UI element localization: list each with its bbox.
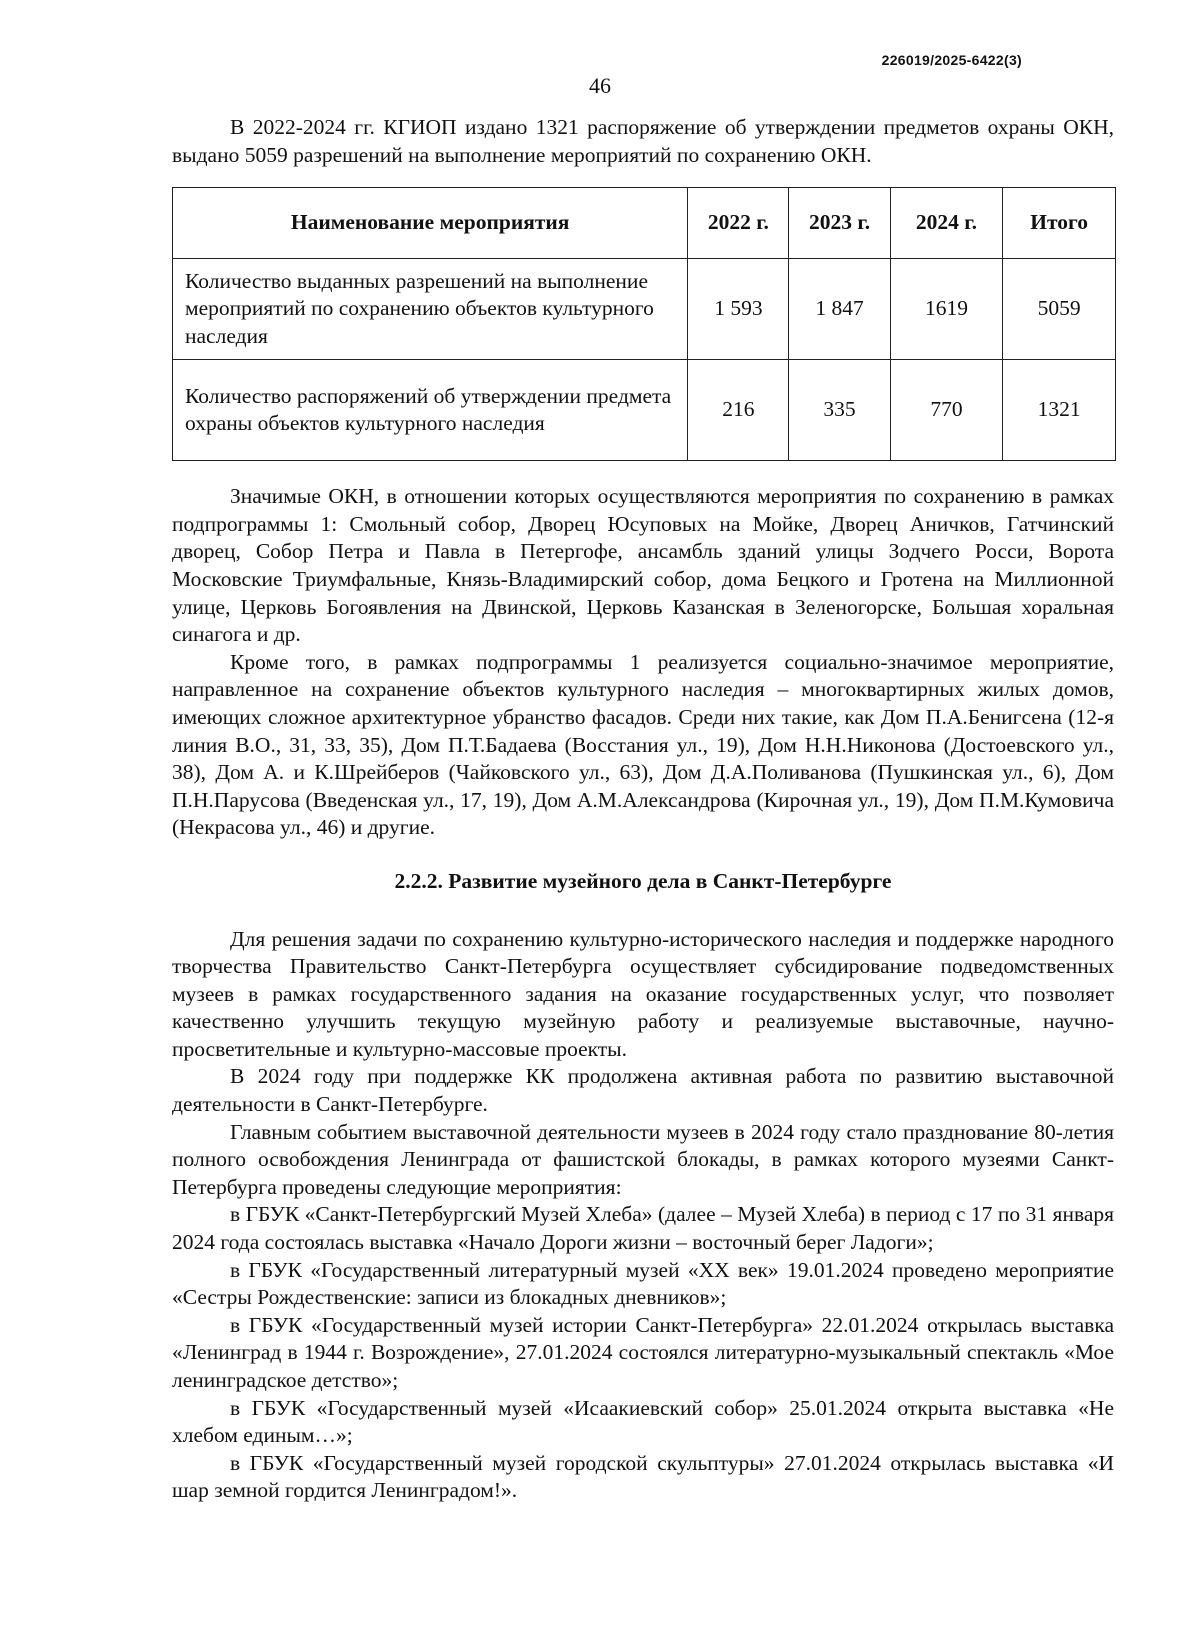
cell-2024: 770 — [890, 360, 1003, 461]
page-number: 46 — [589, 73, 611, 98]
paragraph-main-event: Главным событием выставочной деятельности музеев в 2024 году стало празднование 80-летия полного освобождения Ленинграда от фашистской блокады, в рамках которого музеями Санкт-Петербурга проведены следующие мероприятия: — [172, 1119, 1114, 1199]
list-item: в ГБУК «Государственный музей истории Санкт-Петербурга» 22.01.2024 открылась выставка «Ленинград в 1944 г. Возрождение», 27.01.2024 состоялся литературно-музыкальный спектакль «Мое ленинградское детство»; — [172, 1312, 1114, 1392]
table-row — [173, 259, 1116, 360]
statistics-table — [172, 187, 1116, 461]
document-number: 226019/2025-6422(3) — [881, 52, 1022, 68]
cell-2024: 1619 — [890, 259, 1003, 360]
cell-total: 1321 — [1003, 360, 1116, 461]
column-header-name: Наименование мероприятия — [173, 188, 688, 259]
cell-2022: 216 — [688, 360, 789, 461]
paragraph-exhibition-work: В 2024 году при поддержке КК продолжена активная работа по развитию выставочной деятельности в Санкт-Петербурге. — [172, 1064, 1114, 1117]
row-name: Количество распоряжений об утверждении предмета охраны объектов культурного наследия — [173, 360, 688, 461]
page-content — [172, 114, 1114, 1505]
column-header-2022: 2022 г. — [688, 188, 789, 259]
list-item: в ГБУК «Государственный музей «Исаакиевский собор» 25.01.2024 открыта выставка «Не хлебом единым…»; — [172, 1395, 1114, 1448]
column-header-total: Итого — [1003, 188, 1116, 259]
paragraph-significant-objects: Значимые ОКН, в отношении которых осуществляются мероприятия по сохранению в рамках подпрограммы 1: Смольный собор, Дворец Юсуповых на Мойке, Дворец Аничков, Гатчинский дворец, Собор Петра и Павла в Петергофе, ансамбль зданий улицы Зодчего Росси, Ворота Московские Триумфальные, Князь-Владимирский собор, дома Бецкого и Гротена на Миллионной улице, Церковь Богоявления на Двинской, Церковь Казанская в Зеленогорске, Большая хоральная синагога и др. — [172, 484, 1114, 647]
list-item: в ГБУК «Санкт-Петербургский Музей Хлеба» (далее – Музей Хлеба) в период с 17 по 31 января 2024 года состоялась выставка «Начало Дороги жизни – восточный берег Ладоги»; — [172, 1202, 1114, 1255]
column-header-2023: 2023 г. — [789, 188, 890, 259]
cell-2022: 1 593 — [688, 259, 789, 360]
table-row — [173, 360, 1116, 461]
list-item: в ГБУК «Государственный музей городской скульптуры» 27.01.2024 открылась выставка «И шар земной гордится Ленинградом!». — [172, 1450, 1114, 1503]
cell-2023: 1 847 — [789, 259, 890, 360]
column-header-2024: 2024 г. — [890, 188, 1003, 259]
cell-2023: 335 — [789, 360, 890, 461]
list-item: в ГБУК «Государственный литературный музей «XX век» 19.01.2024 проведено мероприятие «Сестры Рождественские: записи из блокадных дневников»; — [172, 1257, 1114, 1310]
paragraph-apartment-buildings: Кроме того, в рамках подпрограммы 1 реализуется социально-значимое мероприятие, направленное на сохранение объектов культурного наследия – многоквартирных жилых домов, имеющих сложное архитектурное убранство фасадов. Среди них такие, как Дом П.А.Бенигсена (12-я линия В.О., 31, 33, 35), Дом П.Т.Бадаева (Восстания ул., 19), Дом Н.Н.Никонова (Достоевского ул., 38), Дом А. и К.Шрейберов (Чайковского ул., 63), Дом Д.А.Поливанова (Пушкинская ул., 6), Дом П.Н.Парусова (Введенская ул., 17, 19), Дом А.М.Александрова (Кирочная ул., 19), Дом П.М.Кумовича (Некрасова ул., 46) и другие. — [172, 649, 1114, 840]
intro-paragraph: В 2022-2024 гг. КГИОП издано 1321 распоряжение об утверждении предметов охраны ОКН, выдано 5059 разрешений на выполнение мероприятий по сохранению ОКН. — [172, 115, 1114, 167]
paragraph-subsidies: Для решения задачи по сохранению культурно-исторического наследия и поддержке народного творчества Правительство Санкт-Петербурга осуществляет субсидирование подведомственных музеев в рамках государственного задания на оказание государственных услуг, что позволяет качественно улучшить текущую музейную работу и реализуемые выставочные, научно-просветительные и культурно-массовые проекты. — [172, 926, 1114, 1061]
section-title: 2.2.2. Развитие музейного дела в Санкт-Петербурге — [394, 868, 892, 893]
table-header-row — [173, 188, 1116, 259]
cell-total: 5059 — [1003, 259, 1116, 360]
row-name: Количество выданных разрешений на выполнение мероприятий по сохранению объектов культурного наследия — [173, 259, 688, 360]
